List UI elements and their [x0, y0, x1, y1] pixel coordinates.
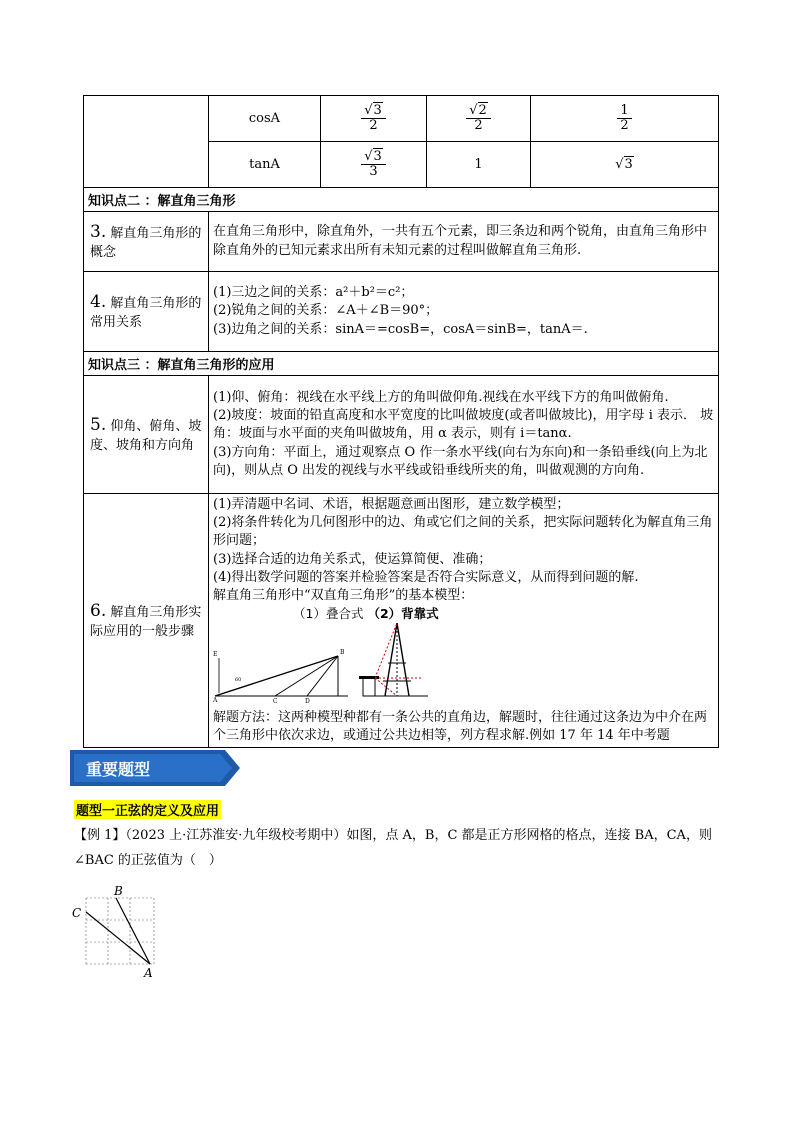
- item3-title: 解直角三角形的概念: [90, 226, 202, 261]
- item6-content: [209, 494, 719, 748]
- item5-line3: (3)方向角：平面上，通过观察点 O 作一条水平线(向右为东向)和一条铅垂线(向上为北向)，则从点 O 出发的视线与水平线或铅垂线所夹的角，叫做观测的方向角.: [213, 444, 708, 478]
- point-a-label: A: [144, 966, 153, 980]
- item6-line1: (1)弄清题中名词、术语，根据题意画出图形，建立数学模型；: [213, 497, 570, 512]
- point-c-label: C: [72, 906, 82, 920]
- item4-line2: (2)锐角之间的关系：∠A＋∠B＝90°；: [213, 303, 439, 319]
- cos-45-value: $\frac{√2}{2}$: [427, 96, 531, 142]
- item4-title-cell: 4. 解直角三角形的常用关系: [84, 272, 209, 352]
- overlap-model-figure: [213, 649, 348, 703]
- item6-line5: 解直角三角形中“双直角三角形”的基本模型：: [213, 587, 474, 603]
- item4-line1: (1)三边之间的关系：a²＋b²＝c²；: [213, 285, 414, 301]
- section2-heading-row: [84, 188, 719, 212]
- svg-text:B: B: [340, 648, 345, 656]
- item4-title: 解直角三角形的常用关系: [90, 296, 202, 331]
- cos-60-value: $\frac{1}{2}$: [531, 96, 719, 142]
- item6-line3: (3)选择合适的边角关系式，使运算简便、准确；: [213, 551, 492, 567]
- item5-line2: (2)坡度：坡面的铅直高度和水平宽度的比叫做坡度(或者叫做坡比)，用字母 i 表示． 坡角：坡面与水平面的夹角叫做坡角，用 α 表示，则有 i＝tanα.: [213, 408, 714, 442]
- svg-text:A: A: [213, 696, 218, 703]
- key-types-banner: [70, 750, 240, 786]
- blank-cell: [84, 96, 209, 188]
- item4-line3: (3)边角之间的关系：sinA＝=cosB=，cosA＝sinB=，tanA＝.: [213, 321, 588, 337]
- double-triangle-figure: [213, 623, 633, 703]
- item3-row: [84, 212, 719, 272]
- tan-30-value: $\frac{√3}{3}$: [321, 142, 427, 188]
- section3-heading-row: [84, 352, 719, 376]
- banner-text: 重要题型: [86, 760, 151, 779]
- grid-lines: [86, 898, 154, 964]
- cos-30-value: $\frac{√3}{2}$: [321, 96, 427, 142]
- item6-row: [84, 494, 719, 748]
- trig-row-cos: [84, 96, 719, 142]
- item5-title-cell: 5. 仰角、俯角、坡度、坡角和方向角: [84, 376, 209, 494]
- example1-tag: 【例 1】: [74, 828, 126, 843]
- type1-title: 题型一正弦的定义及应用: [74, 800, 221, 819]
- grid-figure: [68, 884, 168, 980]
- knowledge-table: [83, 95, 719, 748]
- item6-method: 解题方法：这两种模型种都有一条公共的直角边，解题时，往往通过这条边为中介在两个三角形中依次求边，或通过公共边相等，列方程求解.例如 17 年 14 年中考题: [213, 709, 708, 743]
- item4-row: [84, 272, 719, 352]
- item5-title: 仰角、俯角、坡度、坡角和方向角: [90, 419, 202, 454]
- segment-ba: [116, 898, 150, 964]
- item5-line1: (1)仰、俯角：视线在水平线上方的角叫做仰角.视线在水平线下方的角叫做俯角.: [213, 390, 669, 406]
- svg-text:D: D: [305, 697, 310, 703]
- item6-title: 解直角三角形实际应用的一般步骤: [90, 605, 202, 640]
- example1: [74, 823, 734, 874]
- tan-45-value: 1: [427, 142, 531, 188]
- svg-text:C: C: [273, 697, 278, 703]
- section2-heading: 知识点二 ：解直角三角形: [84, 188, 719, 212]
- section3-heading: 知识点三 ：解直角三角形的应用: [84, 352, 719, 376]
- item5-row: [84, 376, 719, 494]
- svg-text:E: E: [213, 650, 218, 658]
- model-labels: [213, 605, 714, 623]
- svg-text:60: 60: [235, 676, 242, 683]
- item4-content: [209, 272, 719, 352]
- item6-line4: (4)得出数学问题的答案并检验答案是否符合实际意义，从而得到问题的解.: [213, 569, 639, 585]
- item3-text: 在直角三角形中，除直角外，一共有五个元素，即三条边和两个锐角，由直角三角形中除直角外的已知元素求出所有未知元素的过程叫做解直角三角形.: [209, 212, 719, 272]
- point-b-label: B: [114, 884, 123, 898]
- model2-label: （2）背靠式: [367, 606, 439, 622]
- item5-content: [209, 376, 719, 494]
- trig-label-cos: cosA: [209, 96, 321, 142]
- model1-label: （1）叠合式: [293, 606, 364, 622]
- item3-title-cell: 3. 解直角三角形的概念: [84, 212, 209, 272]
- trig-label-tan: tanA: [209, 142, 321, 188]
- tan-60-value: √3: [531, 142, 719, 188]
- item6-title-cell: 6. 解直角三角形实际应用的一般步骤: [84, 494, 209, 748]
- back-to-back-model-figure: [359, 623, 428, 696]
- example1-text: （2023 上·江苏淮安·九年级校考期中）如图，点 A，B，C 都是正方形网格的格点，连接 BA，CA，则∠BAC 的正弦值为（ ）: [74, 828, 712, 869]
- item6-line2: (2)将条件转化为几何图形中的边、角或它们之间的关系，把实际问题转化为解直角三角形问题；: [213, 515, 713, 549]
